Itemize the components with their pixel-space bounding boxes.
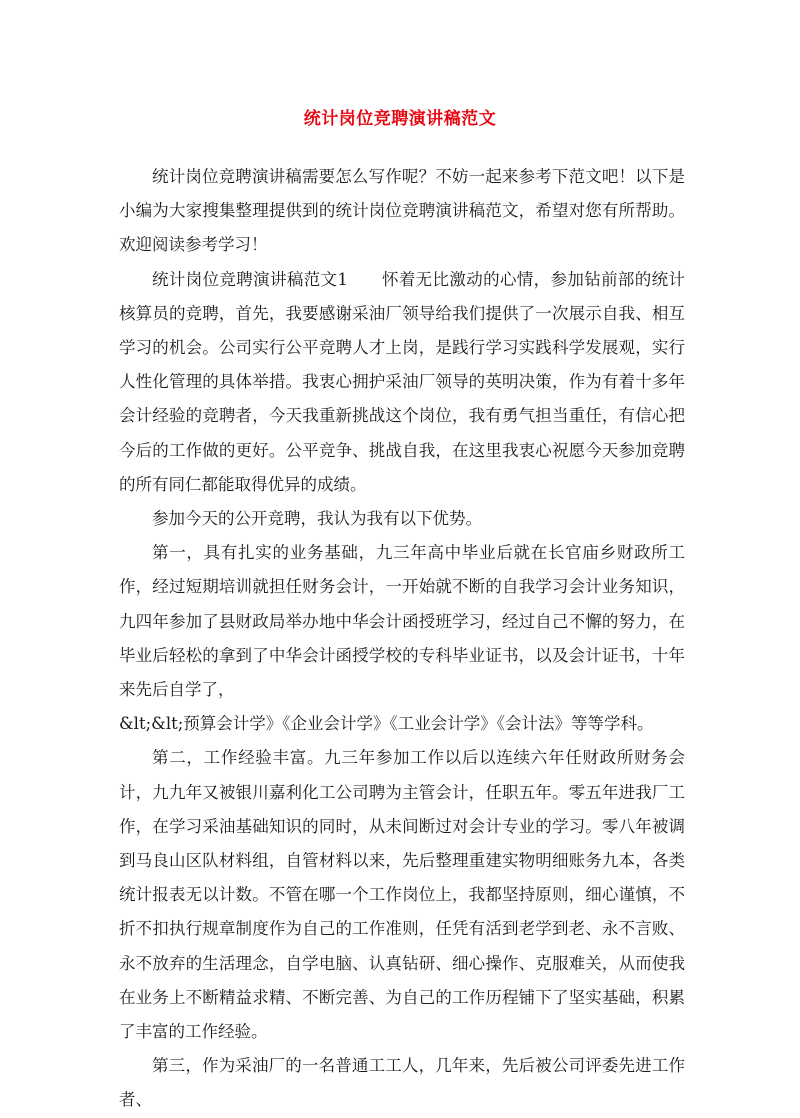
paragraph-third: 第三，作为采油厂的一名普通工工人，几年来，先后被公司评委先进工作者、 [119,1056,685,1110]
paragraph-intro: 统计岗位竞聘演讲稿需要怎么写作呢？不妨一起来参考下范文吧！以下是小编为大家搜集整理提供到的统计岗位竞聘演讲稿范文，希望对您有所帮助。欢迎阅读参考学习！ [119,167,685,255]
paragraph-second: 第二，工作经验丰富。九三年参加工作以后以连续六年任财政所财务会计，九九年又被银川嘉利化工公司聘为主管会计，任职五年。零五年进我厂工作，在学习采油基础知识的同时，从未间断过对会计专业的学习。零八年被调到马良山区队材料组，自管材料以来，先后整理重建实物明细账务九本，各类统计报表无以计数。不管在哪一个工作岗位上，我都坚持原则，细心谨慎，不折不扣执行规章制度作为自己的工作准则，任凭有活到老学到老、永不言败、永不放弃的生活理念，自学电脑、认真钻研、细心操作、克服难关，从而使我在业务上不断精益求精、不断完善、为自己的工作历程铺下了坚实基础，积累了丰富的工作经验。 [119,748,685,1042]
paragraph-sample-1: 统计岗位竞聘演讲稿范文1 怀着无比激动的心情，参加钻前部的统计核算员的竞聘，首先，我要感谢采油厂领导给我们提供了一次展示自我、相互学习的机会。公司实行公平竞聘人才上岗，是践行学习实践科学发展观，实行人性化管理的具体举措。我衷心拥护采油厂领导的英明决策，作为有着十多年会计经验的竞聘者，今天我重新挑战这个岗位，我有勇气担当重任，有信心把今后的工作做的更好。公平竞争、挑战自我，在这里我衷心祝愿今天参加竞聘的所有同仁都能取得优异的成绩。 [119,269,685,494]
paragraph-first: 第一，具有扎实的业务基础，九三年高中毕业后就在长官庙乡财政所工作，经过短期培训就担任财务会计，一开始就不断的自我学习会计业务知识，九四年参加了县财政局举办地中华会计函授班学习，经过自己不懈的努力，在毕业后轻松的拿到了中华会计函授学校的专科毕业证书，以及会计证书，十年来先后自学了， [119,543,685,700]
paragraph-first-continued: &lt;&lt;预算会计学》《企业会计学》《工业会计学》《会计法》等等学科。 [119,714,654,734]
document-title: 统计岗位竞聘演讲稿范文 [303,109,497,129]
document-body [119,160,685,1118]
paragraph-advantages-lead: 参加今天的公开竞聘，我认为我有以下优势。 [152,509,482,529]
